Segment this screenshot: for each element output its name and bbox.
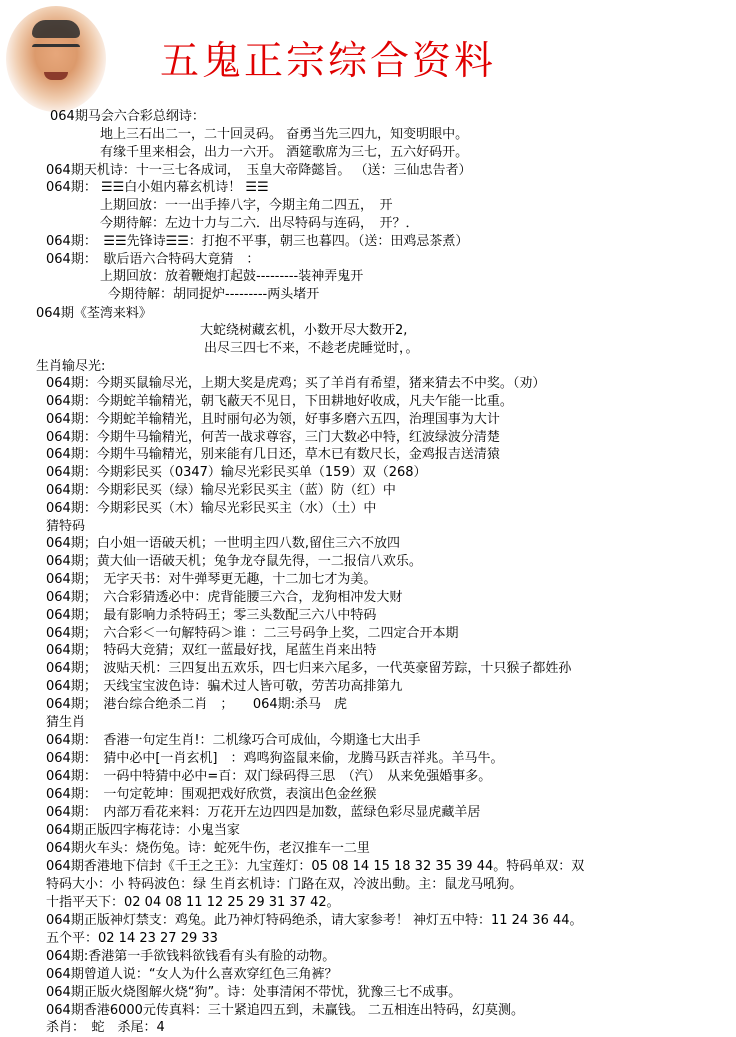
text-line: 064期天机诗：十一三七各成词， 玉皇大帝降懿旨。 （送：三仙忠告者） xyxy=(46,163,472,178)
text-line: 064期：今期牛马输精光，何苦一战求尊容，三门大数必中特，红波绿波分清楚 xyxy=(46,430,500,445)
text-line: 064期： 香港一句定生肖!：二机缘巧合可成仙，今期逢七大出手 xyxy=(46,733,421,748)
text-line: 有缘千里来相会，出力一六开。 酒筵歌席为三七，五六好码开。 xyxy=(100,145,469,160)
avatar-hair xyxy=(32,20,80,38)
text-line: 064期： 猜中必中[一肖玄机] ：鸡鸣狗盗鼠来偷，龙腾马跃吉祥兆。羊马牛。 xyxy=(46,751,504,766)
text-line: 大蛇绕树藏玄机，小数开尽大数开2, xyxy=(200,323,408,338)
text-line: 064期；白小姐一语破天机；一世明主四八数,留住三六不放四 xyxy=(46,536,400,551)
text-line: 064期；黄大仙一语破天机；兔争龙夺鼠先得，一二报信八欢乐。 xyxy=(46,554,422,569)
text-line: 064期：今期彩民买（0347）输尽光彩民买单（159）双（268） xyxy=(46,465,427,480)
text-line: 064期火车头：烧伤兔。诗：蛇死牛伤，老汉推车一二里 xyxy=(46,841,370,856)
text-line: 064期： 一码中特猜中必中=百：双门绿码得三思 （汽） 从来免强婚事多。 xyxy=(46,769,492,784)
text-line: 064期：今期彩民买（木）输尽光彩民买主（水）（土）中 xyxy=(46,501,377,516)
section-heading: 猜生肖 xyxy=(46,715,86,730)
text-line: 064期； 无字天书：对牛弹琴更无趣，十二加七才为美。 xyxy=(46,572,377,587)
text-line: 十指平天下：02 04 08 11 12 25 29 31 37 42。 xyxy=(46,895,340,910)
section-heading: 猜特码 xyxy=(46,519,86,534)
text-line: 064期:香港第一手欲钱料欲钱看有头有脸的动物。 xyxy=(46,949,336,964)
text-line: 064期：今期买鼠输尽光，上期大奖是虎鸡；买了羊肖有希望，猪来猜去不中奖。（劝） xyxy=(46,376,546,391)
text-line: 064期； 六合彩＜一句解特码＞谁 ：二三号码争上奖，二四定合开本期 xyxy=(46,626,459,641)
text-line: 上期回放：一一出手捧八字，今期主角二四五， 开 xyxy=(100,198,393,213)
text-line: 064期正版神灯禁支：鸡兔。此乃神灯特码绝杀，请大家参考！ 神灯五中特：11 24 36 44。 xyxy=(46,913,583,928)
text-line: 064期： ☰☰先锋诗☰☰：打抱不平事，朝三也暮四。（送：田鸡忌茶煮） xyxy=(46,234,469,249)
text-line: 064期：今期蛇羊输精光，朝飞蔽天不见日，下田耕地好收成，凡夫乍能一比重。 xyxy=(46,394,513,409)
text-line: 064期； 港台综合绝杀二肖 ； 064期:杀马 虎 xyxy=(46,697,348,712)
text-line: 今期待解：胡同捉炉---------两头堵开 xyxy=(108,287,320,302)
text-line: 064期： ☰☰白小姐内幕玄机诗！ ☰☰ xyxy=(46,180,269,195)
text-line: 064期曾道人说：“女人为什么喜欢穿红色三角裤？ xyxy=(46,967,338,982)
avatar-mouth xyxy=(44,72,68,80)
avatar-portrait xyxy=(6,6,106,112)
text-line: 064期：今期蛇羊输精光，且时丽句必为领，好事多磨六五四，治理国事为大计 xyxy=(46,412,500,427)
text-line: 064期马会六合彩总纲诗： xyxy=(50,109,205,124)
text-line: 064期； 六合彩猜透必中：虎背能腰三六合，龙狗相冲发大财 xyxy=(46,590,403,605)
text-line: 五个平：02 14 23 27 29 33 xyxy=(46,931,218,946)
text-line: 上期回放：放着鞭炮打起鼓---------装神弄鬼开 xyxy=(100,269,364,284)
text-line: 杀肖： 蛇 杀尾：4 xyxy=(46,1020,165,1035)
text-line: 064期正版火烧图解火烧“狗”。诗：处事清闲不带忧，犹豫三七不成事。 xyxy=(46,985,462,1000)
text-line: 今期待解：左边十力与二六．出尽特码与连码， 开？． xyxy=(100,216,419,231)
text-line: 064期； 天线宝宝波色诗：骗术过人皆可敬，劳苦功高排第九 xyxy=(46,679,403,694)
text-line: 064期： 歇后语六合特码大竟猜 ： xyxy=(46,252,260,267)
section-heading: 生肖输尽光: xyxy=(36,359,106,374)
text-line: 064期《荃湾来料》 xyxy=(36,306,152,321)
text-line: 特码大小：小 特码波色：绿 生肖玄机诗：门路在双，冷波出動。主：鼠龙马吼狗。 xyxy=(46,877,523,892)
text-line: 地上三石出二一，二十回灵码。 奋勇当先三四九，知变明眼中。 xyxy=(100,127,469,142)
text-line: 064期： 内部万看花来料：万花开左边四四是加数，蓝绿色彩尽显虎藏羊居 xyxy=(46,805,481,820)
text-line: 064期：今期彩民买（绿）输尽光彩民买主（蓝）防（红）中 xyxy=(46,483,396,498)
text-line: 064期； 最有影响力杀特码王；零三头数配三六八中特码 xyxy=(46,608,377,623)
page-title: 五鬼正宗综合资料 xyxy=(160,39,497,84)
text-line: 064期香港地下信封《千王之王》：九宝莲灯：05 08 14 15 18 32 35 39 44。特码单双：双 xyxy=(46,859,585,874)
avatar-glasses xyxy=(32,44,80,57)
text-line: 064期正版四字梅花诗：小鬼当家 xyxy=(46,823,240,838)
text-line: 出尽三四七不来，不趁老虎睡觉时，。 xyxy=(204,341,419,356)
text-line: 064期香港6000元传真料：三十紧追四五到，未赢钱。 二五相连出特码，幻莫测。 xyxy=(46,1003,525,1018)
text-line: 064期：今期牛马输精光，别来能有几日还，草木已有数尺长，金鸡报吉送清猿 xyxy=(46,447,500,462)
text-line: 064期； 波贴天机：三四复出五欢乐，四七归来六尾多，一代英豪留芳踪，十只猴子都姓孙 xyxy=(46,661,572,676)
text-line: 064期； 特码大竞猜；双红一蓝最好找，尾蓝生肖来出特 xyxy=(46,643,377,658)
text-line: 064期： 一句定乾坤：围观把戏好欣赏，表演出色金丝猴 xyxy=(46,787,377,802)
